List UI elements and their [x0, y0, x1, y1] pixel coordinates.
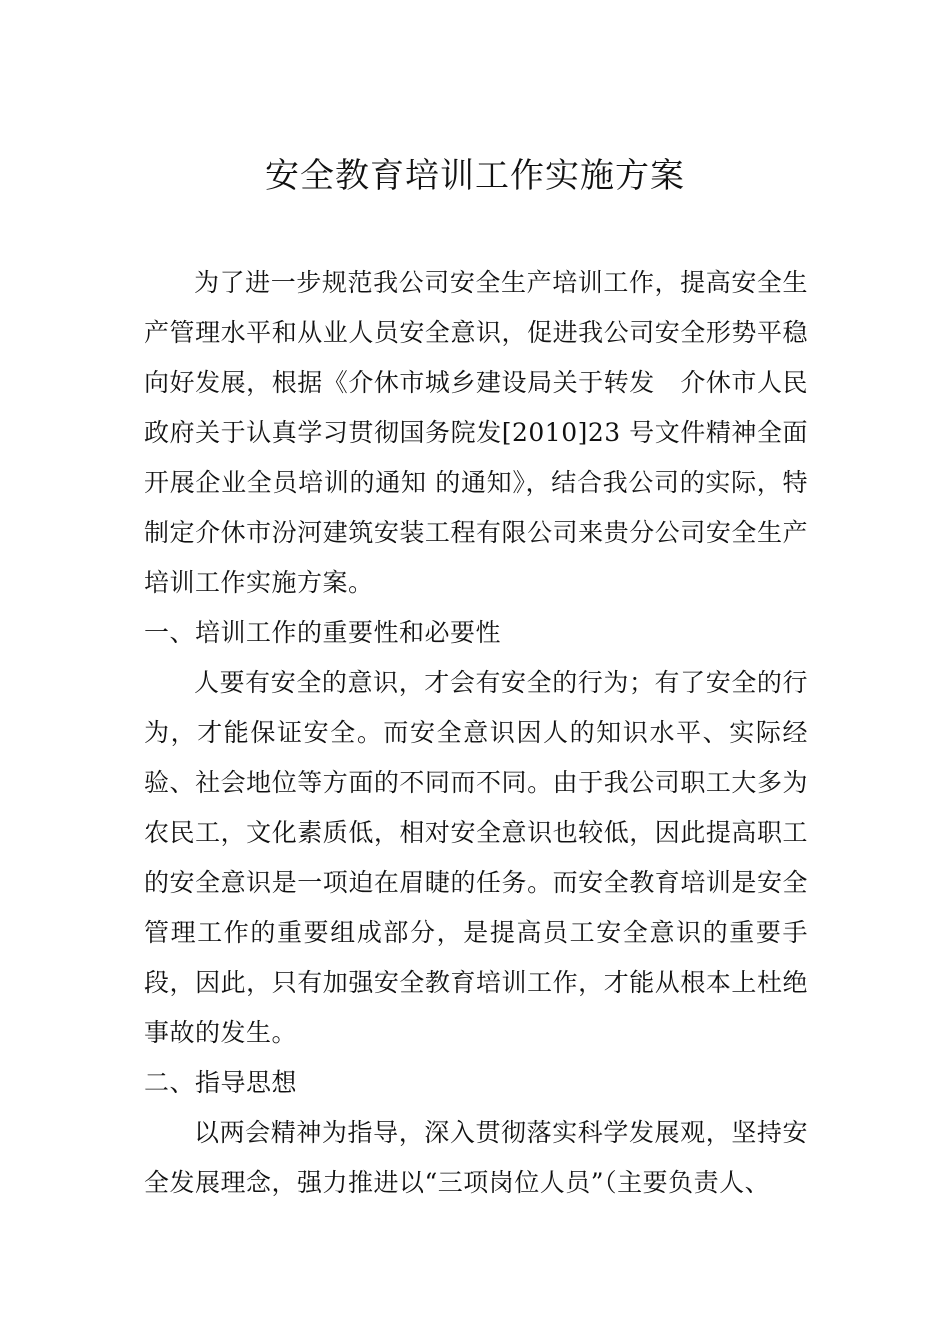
document-body: [144, 258, 808, 1208]
section-2-paragraph: 以两会精神为指导，深入贯彻落实科学发展观，坚持安全发展理念，强力推进以“三项岗位人员”（主要负责人、: [144, 1118, 808, 1197]
section-1-paragraph: 人要有安全的意识，才会有安全的行为；有了安全的行为，才能保证安全。而安全意识因人的知识水平、实际经验、社会地位等方面的不同而不同。由于我公司职工大多为农民工，文化素质低，相对安全意识也较低，因此提高职工的安全意识是一项迫在眉睫的任务。而安全教育培训是安全管理工作的重要组成部分，是提高员工安全意识的重要手段，因此，只有加强安全教育培训工作，才能从根本上杜绝事故的发生。: [144, 668, 808, 1047]
section-2-heading: 二、指导思想: [144, 1068, 298, 1097]
section-1-heading: 一、培训工作的重要性和必要性: [144, 618, 502, 647]
document-title: 安全教育培训工作实施方案: [265, 156, 685, 196]
intro-paragraph: 为了进一步规范我公司安全生产培训工作，提高安全生产管理水平和从业人员安全意识，促进我公司安全形势平稳向好发展，根据《介休市城乡建设局关于转发 介休市人民政府关于认真学习贯彻国务院发[2010]23 号文件精神全面开展企业全员培训的通知 的通知》，结合我公司的实际，特制定介休市汾河建筑安装工程有限公司来贵分公司安全生产培训工作实施方案。: [144, 268, 808, 597]
